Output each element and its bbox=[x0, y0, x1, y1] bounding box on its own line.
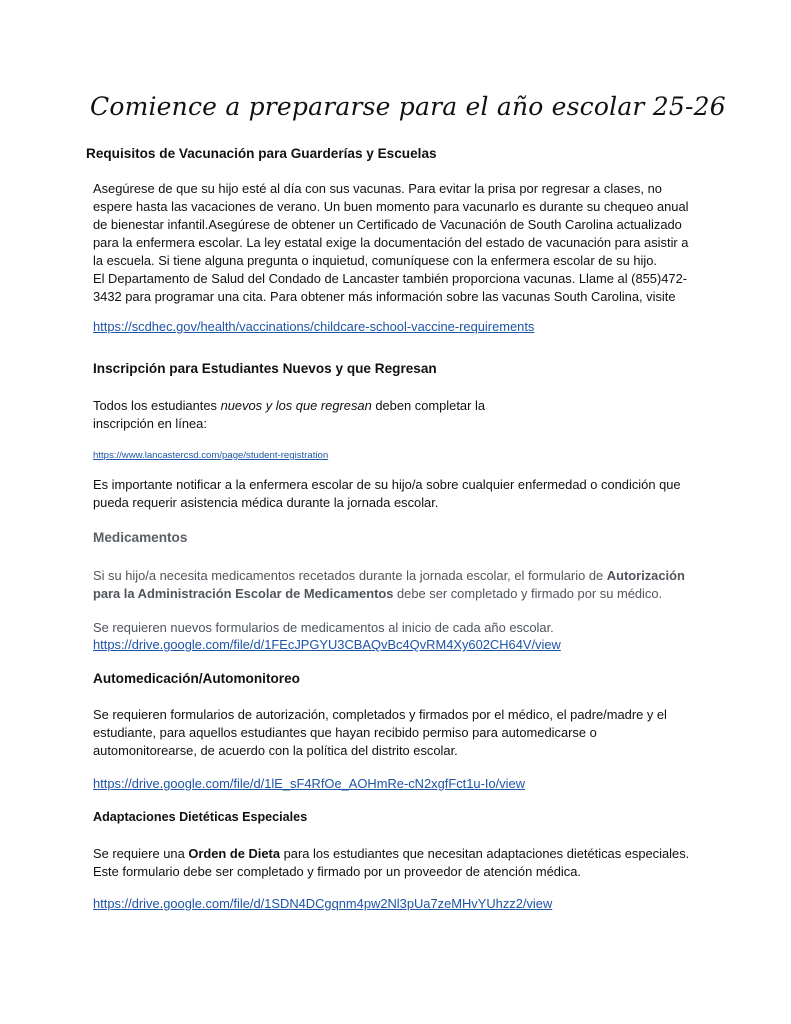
notice-line: Es importante notificar a la enfermera escolar de su hijo/a sobre cualquier enfermedad o condición que bbox=[93, 477, 681, 492]
vaccination-line: la escuela. Si tiene alguna pregunta o inquietud, comuníquese con la enfermera escolar de su hijo. bbox=[93, 253, 657, 268]
diet-text: para los estudiantes que necesitan adaptaciones dietéticas especiales. bbox=[280, 846, 690, 861]
self-medication-line: estudiante, para aquellos estudiantes que hayan recibido permiso para automedicarse o bbox=[93, 725, 597, 740]
notice-line: pueda requerir asistencia médica durante la jornada escolar. bbox=[93, 495, 439, 510]
medications-heading: Medicamentos bbox=[93, 530, 188, 545]
self-medication-heading: Automedicación/Automonitoreo bbox=[93, 671, 300, 686]
diet-text: Se requiere una bbox=[93, 846, 189, 861]
vaccination-heading: Requisitos de Vacunación para Guarderías y Escuelas bbox=[86, 146, 437, 161]
vaccination-line: de bienestar infantil.Asegúrese de obtener un Certificado de Vacunación de South Carolina actualizado bbox=[93, 217, 682, 232]
vaccination-line: El Departamento de Salud del Condado de Lancaster también proporciona vacunas. Llame al (855)472- bbox=[93, 271, 688, 286]
diet-paragraph bbox=[93, 845, 689, 881]
nurse-notice-paragraph bbox=[93, 476, 681, 512]
registration-paragraph bbox=[93, 397, 485, 433]
medications-text: Si su hijo/a necesita medicamentos recetados durante la jornada escolar, el formulario de bbox=[93, 568, 607, 583]
page-title: Comience a prepararse para el año escolar 25-26 bbox=[90, 92, 726, 121]
diet-line bbox=[93, 845, 689, 863]
registration-text: Todos los estudiantes bbox=[93, 398, 221, 413]
self-medication-paragraph bbox=[93, 706, 667, 760]
vaccination-line: Asegúrese de que su hijo esté al día con sus vacunas. Para evitar la prisa por regresar a clases, no bbox=[93, 181, 662, 196]
self-medication-line: Se requieren formularios de autorización, completados y firmados por el médico, el padre/madre y el bbox=[93, 707, 667, 722]
medications-bold-text: Autorización bbox=[606, 568, 685, 583]
medications-text: debe ser completado y firmado por su médico. bbox=[393, 586, 663, 601]
registration-line: inscripción en línea: bbox=[93, 416, 207, 431]
vaccination-line: espere hasta las vacaciones de verano. Un buen momento para vacunarlo es durante su chequeo anual bbox=[93, 199, 689, 214]
self-medication-form-link[interactable]: https://drive.google.com/file/d/1lE_sF4RfOe_AOHmRe-cN2xgfFct1u-Io/view bbox=[93, 776, 526, 791]
registration-italic-text: nuevos y los que regresan bbox=[220, 398, 372, 413]
medications-line bbox=[93, 585, 685, 603]
registration-heading: Inscripción para Estudiantes Nuevos y que Regresan bbox=[93, 361, 437, 376]
student-registration-link[interactable]: https://www.lancastercsd.com/page/student-registration bbox=[93, 450, 329, 461]
diet-line: Este formulario debe ser completado y firmado por un proveedor de atención médica. bbox=[93, 864, 581, 879]
diet-bold-text: Orden de Dieta bbox=[188, 846, 281, 861]
registration-line bbox=[93, 397, 485, 415]
diet-heading: Adaptaciones Dietéticas Especiales bbox=[93, 810, 308, 824]
self-medication-line: automonitorearse, de acuerdo con la política del distrito escolar. bbox=[93, 743, 458, 758]
vaccination-requirements-link[interactable]: https://scdhec.gov/health/vaccinations/childcare-school-vaccine-requirements bbox=[93, 319, 535, 334]
medications-paragraph bbox=[93, 567, 685, 603]
vaccination-paragraph bbox=[93, 180, 689, 306]
medications-form-link[interactable]: https://drive.google.com/file/d/1FEcJPGYU3CBAQvBc4QvRM4Xy602CH64V/view bbox=[93, 637, 561, 652]
registration-text: deben completar la bbox=[371, 398, 485, 413]
medications-renewal-text: Se requieren nuevos formularios de medicamentos al inicio de cada año escolar. bbox=[93, 620, 554, 635]
medications-bold-text: para la Administración Escolar de Medicamentos bbox=[93, 586, 394, 601]
vaccination-line: 3432 para programar una cita. Para obtener más información sobre las vacunas South Carolina, visite bbox=[93, 289, 676, 304]
vaccination-line: para la enfermera escolar. La ley estatal exige la documentación del estado de vacunación para asistir a bbox=[93, 235, 689, 250]
diet-order-form-link[interactable]: https://drive.google.com/file/d/1SDN4DCgqnm4pw2Nl3pUa7zeMHvYUhzz2/view bbox=[93, 896, 553, 911]
medications-line bbox=[93, 567, 685, 585]
